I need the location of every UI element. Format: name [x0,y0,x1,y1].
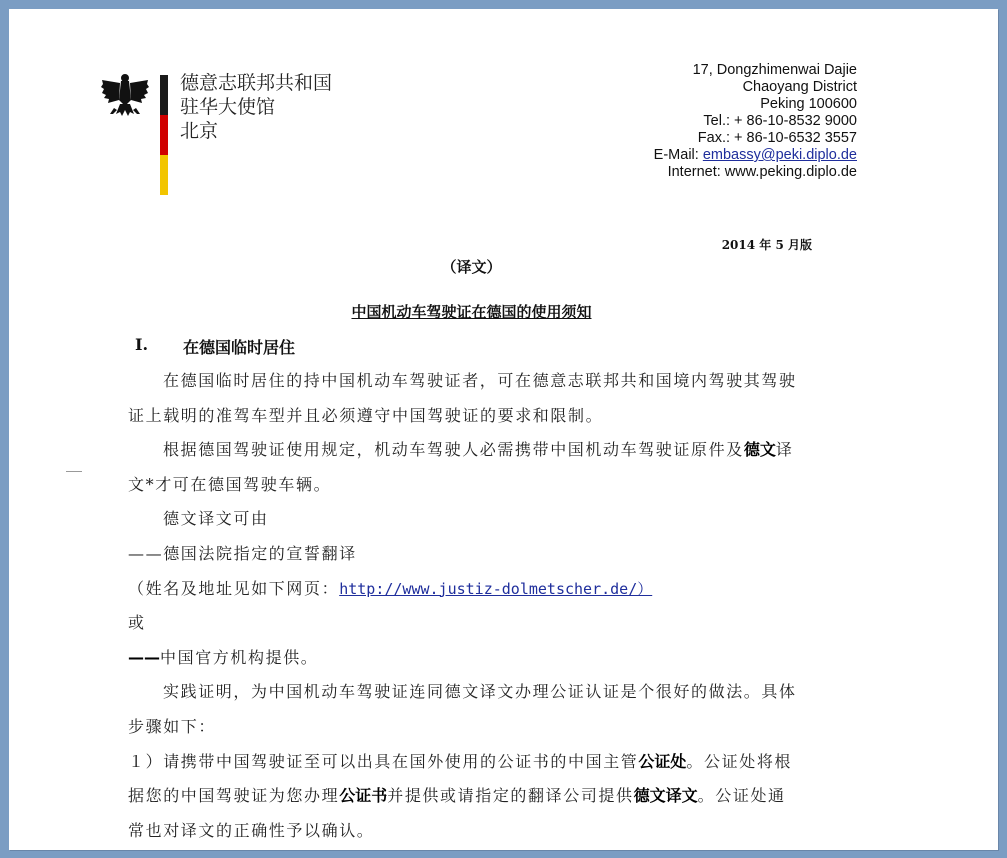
paragraph-line: 或 [128,613,146,633]
address-email-row [654,147,857,164]
translation-tag: （译文） [441,258,502,276]
paragraph-line: 常也对译文的正确性予以确认。 [128,820,375,840]
german-flag-bar [160,75,168,195]
text-run: 。公证处将根 [686,751,793,771]
document-title: 中国机动车驾驶证在德国的使用须知 [351,303,592,321]
address-internet: Internet: www.peking.diplo.de [667,164,857,180]
federal-eagle-icon [100,70,150,120]
section-title: 在德国临时居住 [183,338,296,357]
flag-stripe-black [160,75,168,115]
text-run: 中国官方机构提供。 [160,647,319,667]
bold-text: 德文译文 [633,786,698,806]
email-label: E-Mail: [653,147,703,163]
paragraph-line: 实践证明，为中国机动车驾驶证连同德文译文办理公证认证是个很好的做法。具体 [163,682,797,702]
paragraph-line: ——德国法院指定的宣誓翻译 [128,543,357,563]
paragraph-line [128,779,818,814]
document-page [9,9,998,850]
bold-text: 公证处 [638,751,687,771]
section-number: I. [135,335,149,354]
paragraph-line [128,572,818,607]
bold-text: 德文 [743,440,776,460]
text-run: （姓名及地址见如下网页： [128,578,340,598]
section-heading [135,335,295,358]
text-run: １）请携带中国驾驶证至可以出具在国外使用的公证书的中国主管 [128,751,639,771]
address-city: Peking 100600 [760,96,857,112]
address-tel: Tel.: + 86-10-8532 9000 [703,113,857,129]
justiz-dolmetscher-link[interactable]: http://www.justiz-dolmetscher.de/） [339,579,653,598]
text-run: 译 [775,440,794,460]
paragraph-line: 证上载明的准驾车型并且必须遵守中国驾驶证的要求和限制。 [128,405,604,425]
flag-stripe-red [160,115,168,155]
text-run: 。公证处通 [697,786,786,806]
paragraph-line: 文*才可在德国驾驶车辆。 [128,474,332,494]
paragraph-line [128,433,818,468]
bold-text: 公证书 [339,786,388,806]
embassy-name-line: 德意志联邦共和国 [180,72,333,94]
bold-dash: —— [128,647,160,667]
document-body [128,364,818,848]
text-run: 并提供或请指定的翻译公司提供 [387,786,634,806]
margin-mark [66,471,82,472]
paragraph-line: 德文译文可由 [163,509,269,529]
paragraph-line: 在德国临时居住的持中国机动车驾驶证者，可在德意志联邦共和国境内驾驶其驾驶 [163,371,797,390]
embassy-name-line: 北京 [180,120,219,142]
address-street: 17, Dongzhimenwai Dajie [692,62,857,78]
embassy-name [180,71,332,143]
text-run: 据您的中国驾驶证为您办理 [128,786,340,806]
edition-date: 2014 年 5 月版 [721,238,812,252]
text-run: 根据德国驾驶证使用规定，机动车驾驶人必需携带中国机动车驾驶证原件及 [163,440,744,460]
flag-stripe-gold [160,155,168,195]
address-fax: Fax.: + 86-10-6532 3557 [697,130,857,146]
embassy-name-line: 驻华大使馆 [180,96,276,118]
email-link[interactable]: embassy@peki.diplo.de [702,147,857,163]
paragraph-line [128,641,818,676]
paragraph-line [128,745,818,780]
paragraph-line: 步骤如下： [128,716,217,736]
embassy-address [654,62,857,181]
address-district: Chaoyang District [742,79,857,95]
